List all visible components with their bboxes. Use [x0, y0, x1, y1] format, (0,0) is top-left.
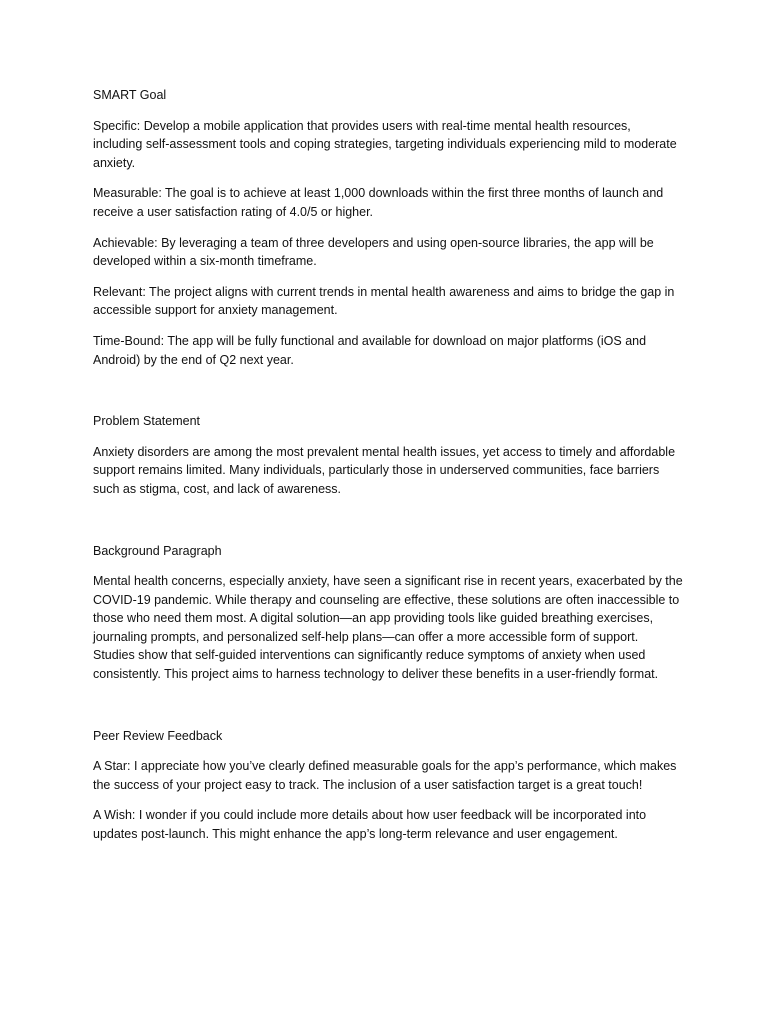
paragraph-specific: Specific: Develop a mobile application that provides users with real-time mental health resources, including self-assessment tools and coping strategies, targeting individuals experiencing mild to moderate anxiety.: [93, 118, 677, 170]
section-spacer: [93, 381, 683, 412]
paragraph-a-star: A Star: I appreciate how you’ve clearly defined measurable goals for the app’s performance, which makes the success of your project easy to track. The inclusion of a user satisfaction target is a great touch!: [93, 759, 677, 792]
paragraph-relevant: Relevant: The project aligns with current trends in mental health awareness and aims to bridge the gap in accessible support for anxiety management.: [93, 284, 675, 318]
paragraph-measurable: Measurable: The goal is to achieve at least 1,000 downloads within the first three months of launch and receive a user satisfaction rating of 4.0/5 or higher.: [93, 186, 664, 219]
section-heading-problem-statement: Problem Statement: [93, 414, 200, 429]
section-spacer: [93, 511, 683, 542]
document-page: [93, 86, 683, 856]
paragraph-achievable: Achievable: By leveraging a team of three developers and using open-source libraries, the app will be developed within a six-month timeframe.: [93, 235, 654, 269]
section-spacer: [93, 696, 683, 727]
paragraph-background: Mental health concerns, especially anxiety, have seen a significant rise in recent years, exacerbated by the COVID-19 pandemic. While therapy and counseling are effective, these solutions are often inaccessible to those who need them most. A digital solution—an app providing tools like guided breathing exercises, journaling prompts, and personalized self-help plans—can offer a more accessible form of support. Studies show that self-guided interventions can significantly reduce symptoms of anxiety when used consistently. This project aims to harness technology to deliver these benefits in a user-friendly format.: [93, 574, 683, 682]
paragraph-time-bound: Time-Bound: The app will be fully functional and available for download on major platforms (iOS and Android) by the end of Q2 next year.: [93, 333, 647, 367]
section-heading-peer-review: Peer Review Feedback: [93, 728, 223, 743]
section-heading-smart-goal: SMART Goal: [93, 88, 167, 102]
section-heading-background: Background Paragraph: [93, 543, 222, 558]
paragraph-problem-statement: Anxiety disorders are among the most prevalent mental health issues, yet access to timely and affordable support remains limited. Many individuals, particularly those in underserved communities, face barriers such as stigma, cost, and lack of awareness.: [93, 444, 676, 496]
paragraph-a-wish: A Wish: I wonder if you could include more details about how user feedback will be incorporated into updates post-launch. This might enhance the app’s long-term relevance and user engagement.: [93, 808, 647, 842]
